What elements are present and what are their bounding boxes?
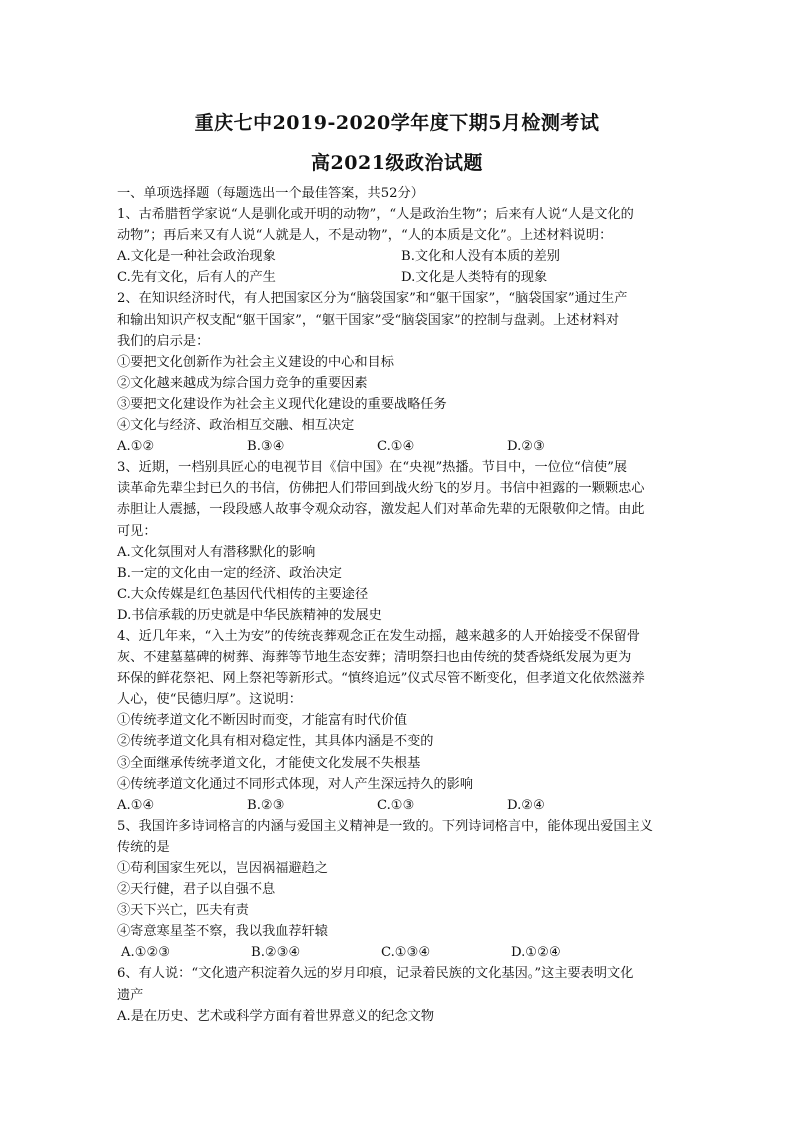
option-a: A.文化是一种社会政治现象: [117, 249, 276, 265]
question-stem-line: 6、有人说：“文化遗产积淀着久远的岁月印痕，记录着民族的文化基因。”这主要表明文化: [117, 966, 634, 982]
option-row: [117, 246, 685, 267]
statement-1: ①传统孝道文化不断因时而变，才能富有时代价值: [117, 713, 408, 729]
statement-1: ①要把文化创新作为社会主义建设的中心和目标: [117, 354, 394, 370]
statement-3: ③天下兴亡，匹夫有责: [117, 903, 249, 919]
option-b: B.③④: [247, 439, 285, 455]
question-5: [117, 816, 685, 964]
option-c: C.①④: [377, 439, 415, 455]
statement-2: ②天行健，君子以自强不息: [117, 882, 276, 898]
question-3: [117, 457, 685, 626]
option-c: C.①③: [377, 797, 415, 813]
question-stem-line: 2、在知识经济时代，有人把国家区分为“脑袋国家”和“躯干国家”，“脑袋国家”通过生产: [117, 291, 628, 307]
statement-3: ③全面继承传统孝道文化，才能使文化发展不失根基: [117, 755, 421, 771]
option-a: A.文化氛围对人有潜移默化的影响: [117, 544, 316, 560]
question-stem-line: 环保的鲜花祭祀、网上祭祀等新形式。“慎终追远”仪式尽管不断变化，但孝道文化依然滋养: [117, 671, 645, 687]
statement-4: ④文化与经济、政治相互交融、相互决定: [117, 418, 355, 434]
statement-2: ②传统孝道文化具有相对稳定性，其具体内涵是不变的: [117, 734, 434, 750]
option-b: B.②③④: [251, 945, 301, 961]
question-4: [117, 626, 685, 816]
option-c: C.大众传媒是红色基因代代相传的主要途径: [117, 586, 369, 602]
option-row: [117, 942, 685, 963]
question-stem-line: 灰、不建墓墓碑的树葬、海葬等节地生态安葬；清明祭扫也由传统的焚香烧纸发展为更为: [117, 650, 632, 666]
statement-2: ②文化越来越成为综合国力竞争的重要因素: [117, 375, 368, 391]
question-stem-line: 可见：: [117, 523, 157, 539]
question-stem-line: 遗产: [117, 987, 144, 1003]
option-a: A.①②: [117, 439, 155, 455]
option-a: A.①④: [117, 797, 155, 813]
question-stem-line: 动物”；再后来又有人说“人就是人，不是动物”，“人的本质是文化”。上述材料说明：: [117, 228, 613, 244]
question-stem-line: 赤胆让人震撼，一段段感人故事令观众动容，激发起人们对革命先辈的无限敬仰之情。由此: [117, 502, 645, 518]
option-d: D.①②④: [511, 945, 561, 961]
section-heading: 一、单项选择题（每题选出一个最佳答案，共52分）: [117, 186, 424, 201]
statement-4: ④传统孝道文化通过不同形式体现，对人产生深远持久的影响: [117, 776, 474, 792]
question-stem-line: 传统的是: [117, 839, 170, 855]
question-stem-line: 我们的启示是：: [117, 333, 210, 349]
statement-3: ③要把文化建设作为社会主义现代化建设的重要战略任务: [117, 396, 447, 412]
question-stem-line: 1、古希腊哲学家说“人是驯化或开明的动物”，“人是政治生物”；后来有人说“人是文化的: [117, 207, 634, 223]
option-b: B.②③: [247, 797, 285, 813]
option-a: A.是在历史、艺术或科学方面有着世界意义的纪念文物: [117, 1008, 435, 1024]
option-d: D.②③: [507, 439, 545, 455]
question-stem-line: 人心，使“民德归厚”。这说明：: [117, 692, 302, 708]
question-stem-line: 3、近期，一档别具匠心的电视节目《信中国》在“央视”热播。节目中，一位位“信使”展: [117, 460, 628, 476]
option-b: B.一定的文化由一定的经济、政治决定: [117, 565, 342, 581]
option-row: [117, 795, 685, 816]
option-d: D.文化是人类特有的现象: [401, 270, 548, 286]
option-row: [117, 267, 685, 288]
question-stem-line: 和输出知识产权支配“躯干国家”，“躯干国家”受“脑袋国家”的控制与盘剥。上述材料对: [117, 312, 620, 328]
question-6: [117, 963, 685, 1026]
exam-subtitle: 高2021级政治试题: [311, 152, 483, 174]
statement-1: ①苟利国家生死以，岂因祸福避趋之: [117, 861, 328, 876]
question-stem-line: 4、近几年来，“入土为安”的传统丧葬观念正在发生动摇，越来越多的人开始接受不保留骨: [117, 628, 640, 644]
option-d: D.②④: [507, 797, 545, 813]
question-1: [117, 204, 685, 288]
option-c: C.①③④: [381, 945, 431, 961]
question-stem-line: 读革命先辈尘封已久的书信，仿佛把人们带回到战火纷飞的岁月。书信中袒露的一颗颗忠心: [117, 481, 645, 497]
option-b: B.文化和人没有本质的差别: [401, 249, 560, 265]
option-a: A.①②③: [121, 945, 171, 961]
option-d: D.书信承载的历史就是中华民族精神的发展史: [117, 607, 382, 623]
exam-title: 重庆七中2019-2020学年度下期5月检测考试: [194, 112, 600, 134]
question-stem-line: 5、我国许多诗词格言的内涵与爱国主义精神是一致的。下列诗词格言中，能体现出爱国主义: [117, 818, 653, 834]
exam-body: [117, 183, 685, 1027]
statement-4: ④寄意寒星荃不察，我以我血荐轩辕: [117, 924, 328, 940]
question-2: [117, 288, 685, 457]
option-c: C.先有文化，后有人的产生: [117, 270, 276, 286]
option-row: [117, 436, 685, 457]
